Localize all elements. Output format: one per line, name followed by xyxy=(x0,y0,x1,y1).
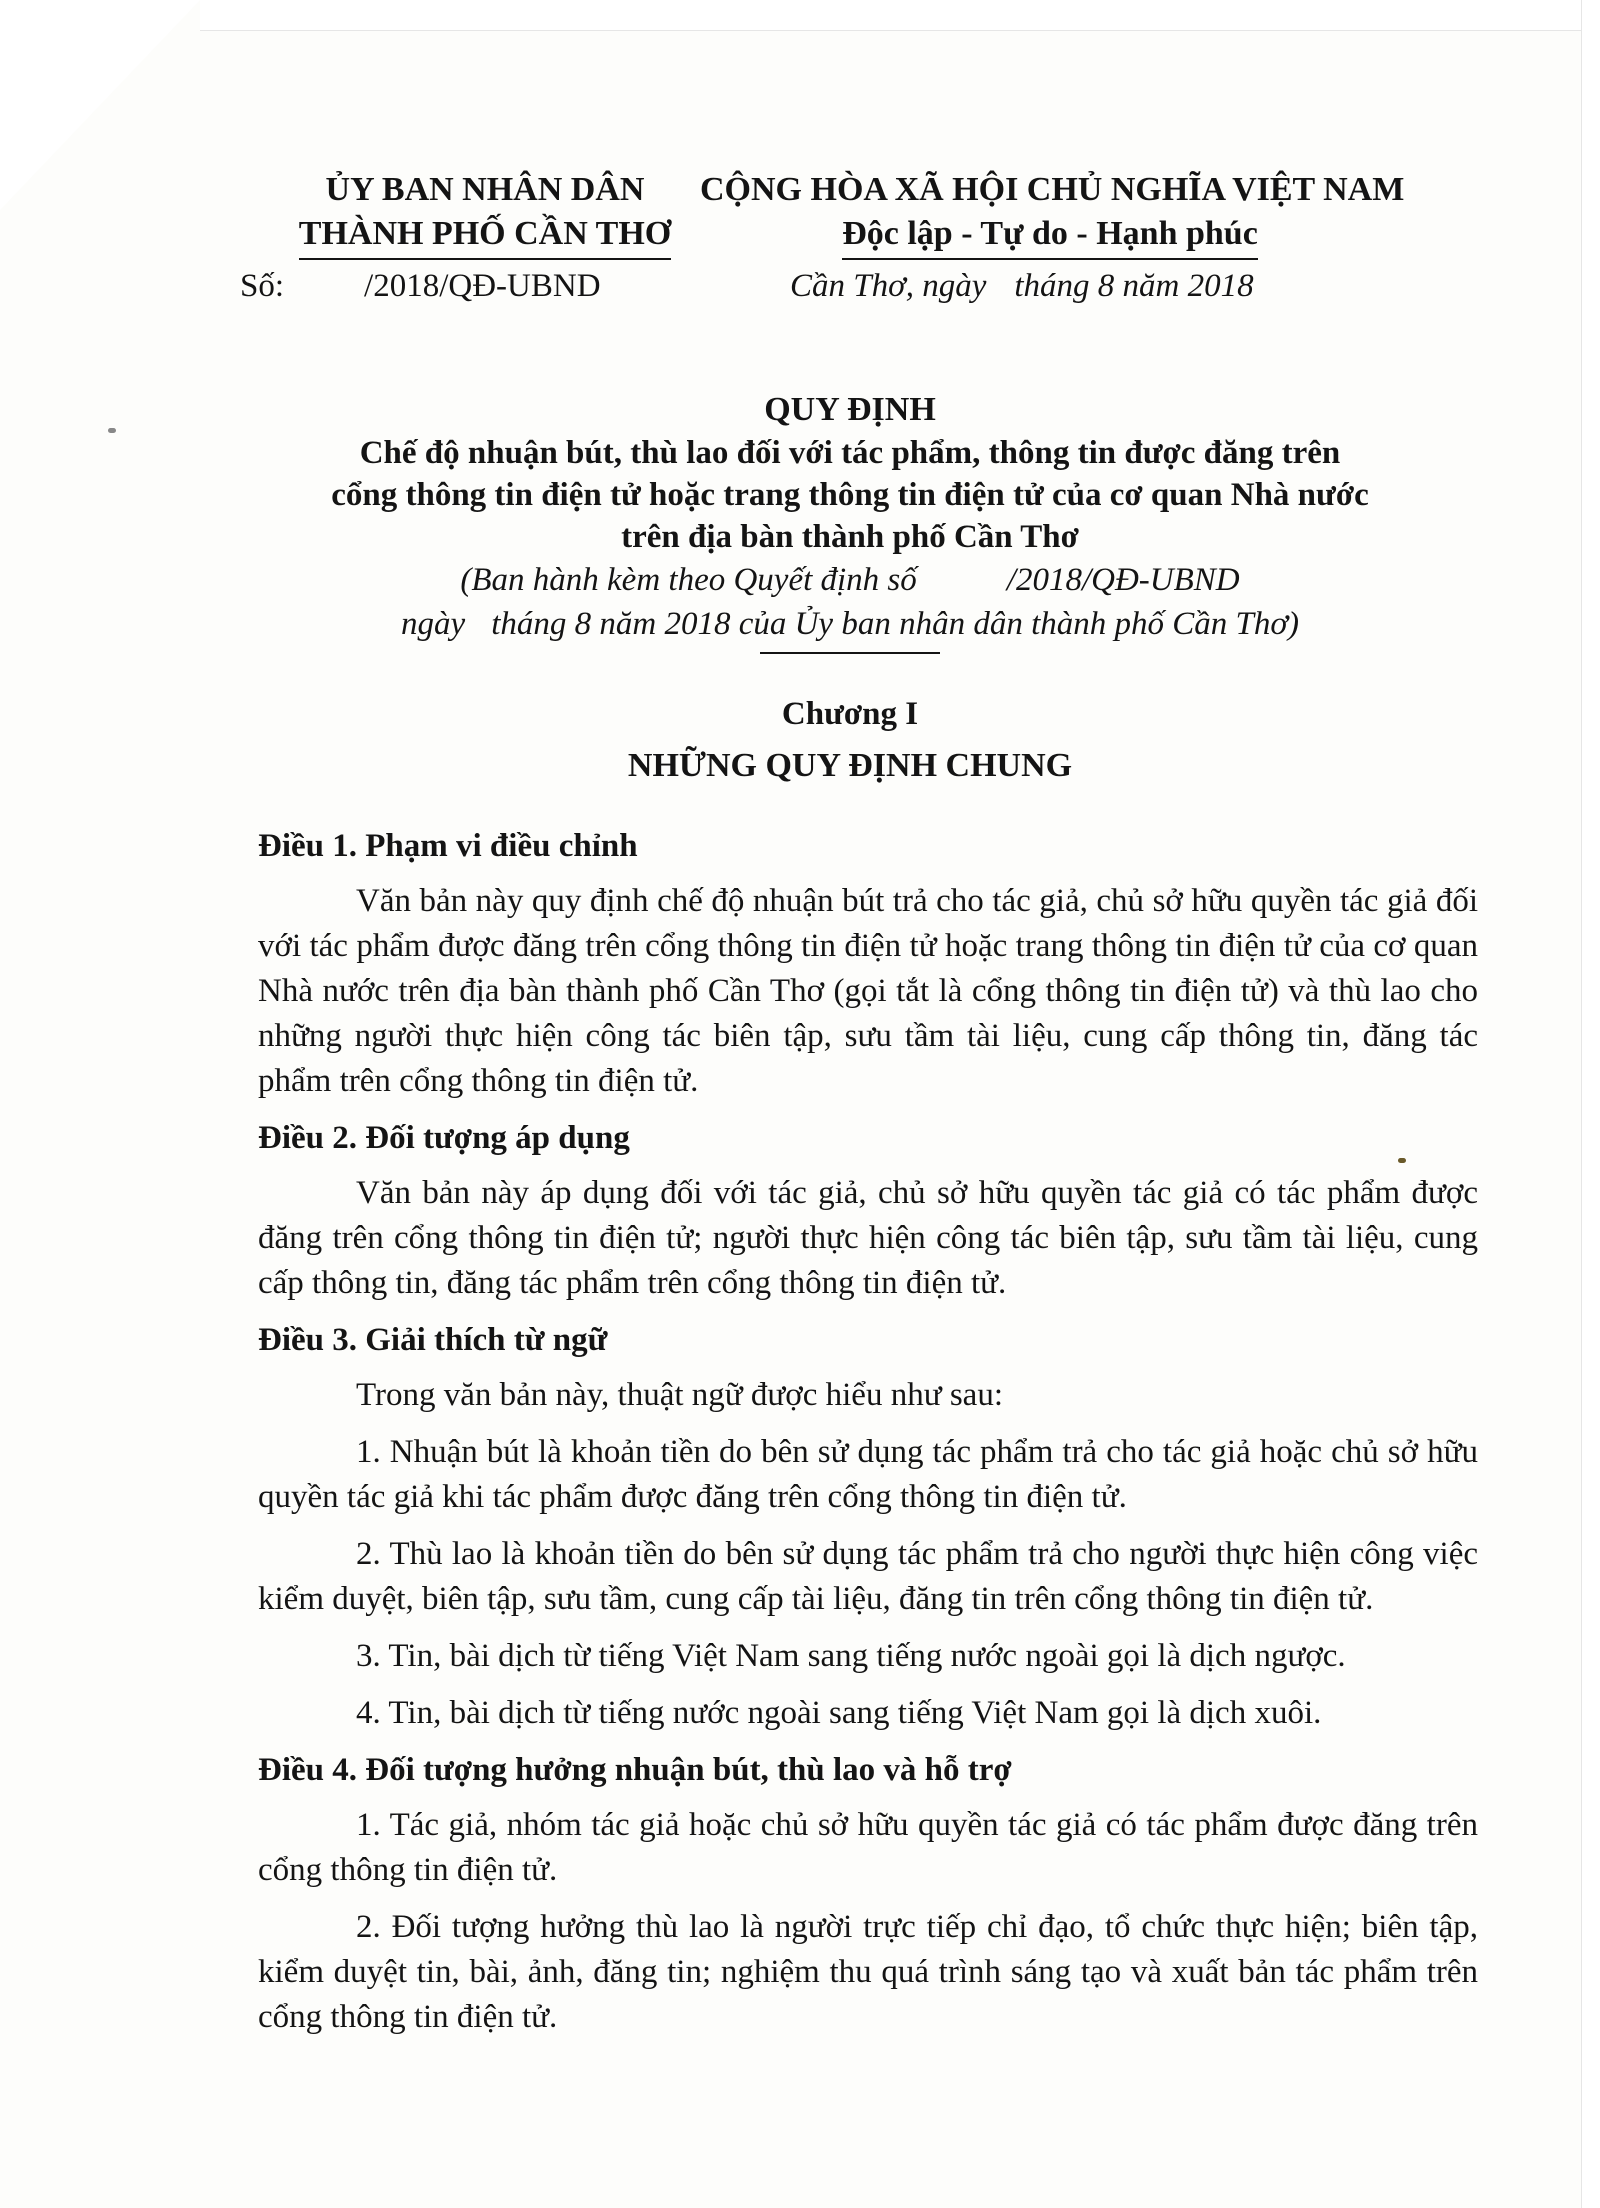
article-3-item-2: 2. Thù lao là khoản tiền do bên sử dụng tác phẩm trả cho người thực hiện công việc kiểm duyệt, biên tập, sưu tầm, cung cấp tài liệu, đăng tin trên cổng thông tin điện tử. xyxy=(258,1536,1478,1617)
document-body xyxy=(258,820,1478,2052)
so-value: /2018/QĐ-UBND xyxy=(364,268,601,304)
place-date-part-3: 8 xyxy=(1097,268,1115,304)
article-3-title: Điều 3. Giải thích từ ngữ xyxy=(258,1322,608,1358)
place-date-part-1: Cần Thơ, ngày xyxy=(790,268,987,304)
chapter-name: NHỮNG QUY ĐỊNH CHUNG xyxy=(627,747,1073,784)
article-3-intro: Trong văn bản này, thuật ngữ được hiểu như sau: xyxy=(356,1377,1003,1413)
article-1-title: Điều 1. Phạm vi điều chỉnh xyxy=(258,828,638,864)
title-sub-2: cổng thông tin điện tử hoặc trang thông tin điện tử của cơ quan Nhà nước xyxy=(331,477,1369,513)
so-label: Số: xyxy=(240,268,285,304)
motto-line-2: Độc lập - Tự do - Hạnh phúc xyxy=(842,212,1258,260)
article-2-title: Điều 2. Đối tượng áp dụng xyxy=(258,1120,630,1156)
article-3-item-1: 1. Nhuận bút là khoản tiền do bên sử dụng tác phẩm trả cho tác giả hoặc chủ sở hữu quyền tác giả khi tác phẩm được đăng trên cổng thông tin điện tử. xyxy=(258,1434,1478,1515)
place-date-part-2: tháng xyxy=(1014,268,1090,304)
scan-edge-top xyxy=(200,0,1600,31)
regulation-title xyxy=(200,388,1500,654)
issued-2d: năm 2018 của Ủy ban nhân dân thành phố Cần Thơ) xyxy=(599,606,1299,642)
article-4-item-2: 2. Đối tượng hưởng thù lao là người trực tiếp chỉ đạo, tổ chức thực hiện; biên tập, kiểm duyệt tin, bài, ảnh, đăng tin; nghiệm thu quá trình sáng tạo và xuất bản tác phẩm trên cổng thông tin điện tử. xyxy=(258,1909,1478,2035)
chapter-label: Chương I xyxy=(781,696,919,732)
issued-line-2 xyxy=(200,602,1500,646)
article-3-item-3: 3. Tin, bài dịch từ tiếng Việt Nam sang tiếng nước ngoài gọi là dịch ngược. xyxy=(356,1638,1346,1674)
issued-2b: tháng xyxy=(491,606,567,642)
scan-speck xyxy=(1398,1158,1406,1163)
issuing-authority xyxy=(270,168,700,260)
motto-line-1: CỘNG HÒA XÃ HỘI CHỦ NGHĨA VIỆT NAM xyxy=(700,171,1405,208)
issued-1b: /2018/QĐ-UBND xyxy=(1006,562,1240,598)
chapter-heading xyxy=(200,690,1500,790)
issued-2c: 8 xyxy=(574,606,592,642)
document-meta xyxy=(0,268,1600,316)
place-date-part-4: năm 2018 xyxy=(1122,268,1254,304)
article-4-item-1: 1. Tác giả, nhóm tác giả hoặc chủ sở hữu quyền tác giả có tác phẩm được đăng trên cổng thông tin điện tử. xyxy=(258,1807,1478,1888)
title-divider xyxy=(760,652,940,654)
title-main: QUY ĐỊNH xyxy=(764,391,936,428)
title-sub-3: trên địa bàn thành phố Cần Thơ xyxy=(621,519,1079,555)
issued-line-1 xyxy=(200,558,1500,602)
article-2-paragraph: Văn bản này áp dụng đối với tác giả, chủ sở hữu quyền tác giả có tác phẩm được đăng trên cổng thông tin điện tử; người thực hiện công tác biên tập, sưu tầm tài liệu, cung cấp thông tin, đăng tác phẩm trên cổng thông tin điện tử. xyxy=(258,1175,1478,1301)
issued-2a: ngày xyxy=(401,606,466,642)
document-header xyxy=(0,168,1600,368)
issued-1a: (Ban hành kèm theo Quyết định số xyxy=(460,562,917,598)
article-1-paragraph: Văn bản này quy định chế độ nhuận bút trả cho tác giả, chủ sở hữu quyền tác giả đối với tác phẩm được đăng trên cổng thông tin điện tử hoặc trang thông tin điện tử của cơ quan Nhà nước trên địa bàn thành phố Cần Thơ (gọi tắt là cổng thông tin điện tử) và thù lao cho những người thực hiện công tác biên tập, sưu tầm tài liệu, cung cấp thông tin, đăng tác phẩm trên cổng thông tin điện tử. xyxy=(258,883,1478,1099)
authority-line-1: ỦY BAN NHÂN DÂN xyxy=(325,171,645,208)
article-4-title: Điều 4. Đối tượng hưởng nhuận bút, thù lao và hỗ trợ xyxy=(258,1752,1012,1788)
document-number xyxy=(240,268,601,305)
national-motto xyxy=(700,168,1405,260)
scan-speck xyxy=(108,428,116,433)
authority-line-2: THÀNH PHỐ CẦN THƠ xyxy=(299,212,671,260)
article-3-item-4: 4. Tin, bài dịch từ tiếng nước ngoài sang tiếng Việt Nam gọi là dịch xuôi. xyxy=(356,1695,1322,1731)
place-date xyxy=(790,268,1254,305)
title-sub-1: Chế độ nhuận bút, thù lao đối với tác phẩm, thông tin được đăng trên xyxy=(359,435,1341,471)
